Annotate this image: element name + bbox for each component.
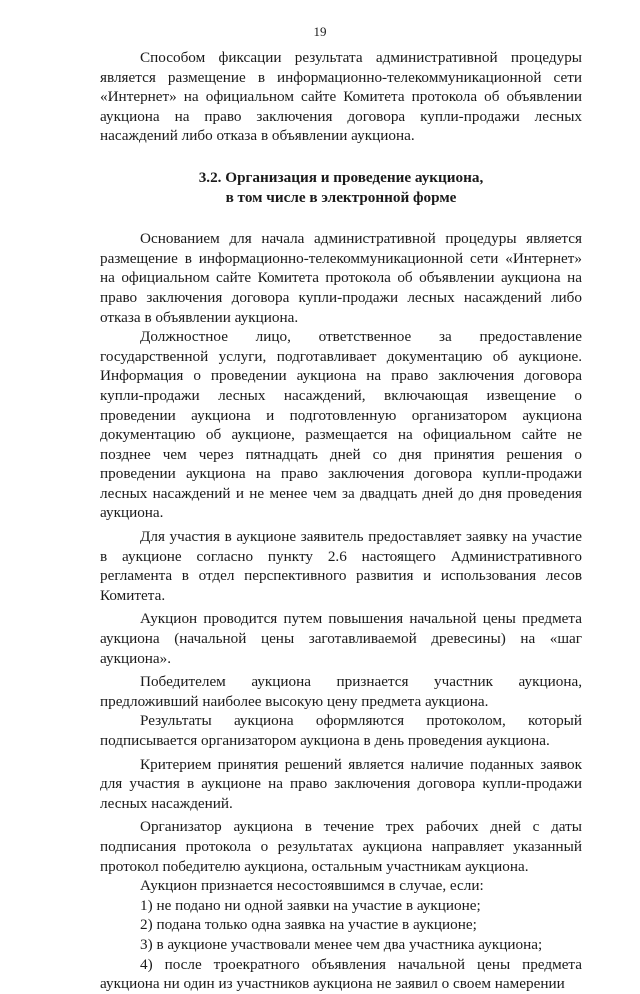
paragraph-responsible-official: Должностное лицо, ответственное за предоставление государственной услуги, подготавливает документацию об аукционе. Информация о проведении аукциона на право заключения договора купли-продажи лесных насаждений, включающая извещение о проведении аукциона и подготовленную организатором аукциона документацию об аукционе, размещается на официальном сайте не позднее чем через пятнадцать дней со дня принятия решения о проведении аукциона на право заключения договора купли-продажи лесных насаждений и не менее чем за двадцать дней до дня проведения аукциона.	[100, 328, 582, 522]
intro-paragraph: Способом фиксации результата административной процедуры является размещение в информационно-телекоммуникационной сети «Интернет» на официальном сайте Комитета протокола об объявлении аукциона на право заключения договора купли-продажи лесных насаждений либо отказа в объявлении аукциона.	[100, 49, 582, 145]
list-item: 2) подана только одна заявка на участие в аукционе;	[140, 916, 477, 934]
paragraph-winner: Победителем аукциона признается участник аукциона, предложивший наиболее высокую цену предмета аукциона.	[100, 673, 582, 710]
paragraph-criterion: Критерием принятия решений является наличие поданных заявок для участия в аукционе на право заключения договора купли-продажи лесных насаждений.	[100, 755, 582, 812]
page-content	[100, 48, 582, 994]
paragraph-organizer: Организатор аукциона в течение трех рабочих дней с даты подписания протокола о результатах аукциона направляет указанный протокол победителю аукциона, остальным участникам аукциона.	[100, 818, 582, 875]
paragraph-results: Результаты аукциона оформляются протоколом, который подписывается организатором аукциона в день проведения аукциона.	[100, 712, 582, 749]
section-heading	[100, 168, 582, 207]
paragraph-application: Для участия в аукционе заявитель предоставляет заявку на участие в аукционе согласно пункту 2.6 настоящего Административного регламента в отдел перспективного развития и использования лесов Комитета.	[100, 528, 582, 604]
list-item: 3) в аукционе участвовали менее чем два участника аукциона;	[140, 935, 543, 953]
paragraph-failed-auction: Аукцион признается несостоявшимся в случае, если:	[140, 877, 484, 895]
paragraph-basis: Основанием для начала административной процедуры является размещение в информационно-телекоммуникационной сети «Интернет» на официальном сайте Комитета протокола об объявлении аукциона на право заключения договора купли-продажи лесных насаждений либо отказа в объявлении аукциона.	[100, 230, 582, 326]
page-number: 19	[313, 24, 327, 39]
list-item: 4) после троекратного объявления начальной цены предмета аукциона ни один из участников аукциона не заявил о своем намерении	[100, 955, 582, 993]
paragraph-auction-procedure: Аукцион проводится путем повышения начальной цены предмета аукциона (начальной цены заготавливаемой древесины) на «шаг аукциона».	[100, 610, 582, 667]
section-heading-line-2: в том числе в электронной форме	[225, 188, 457, 206]
list-item: 1) не подано ни одной заявки на участие в аукционе;	[140, 896, 481, 914]
section-heading-line-1: 3.2. Организация и проведение аукциона,	[198, 168, 484, 186]
